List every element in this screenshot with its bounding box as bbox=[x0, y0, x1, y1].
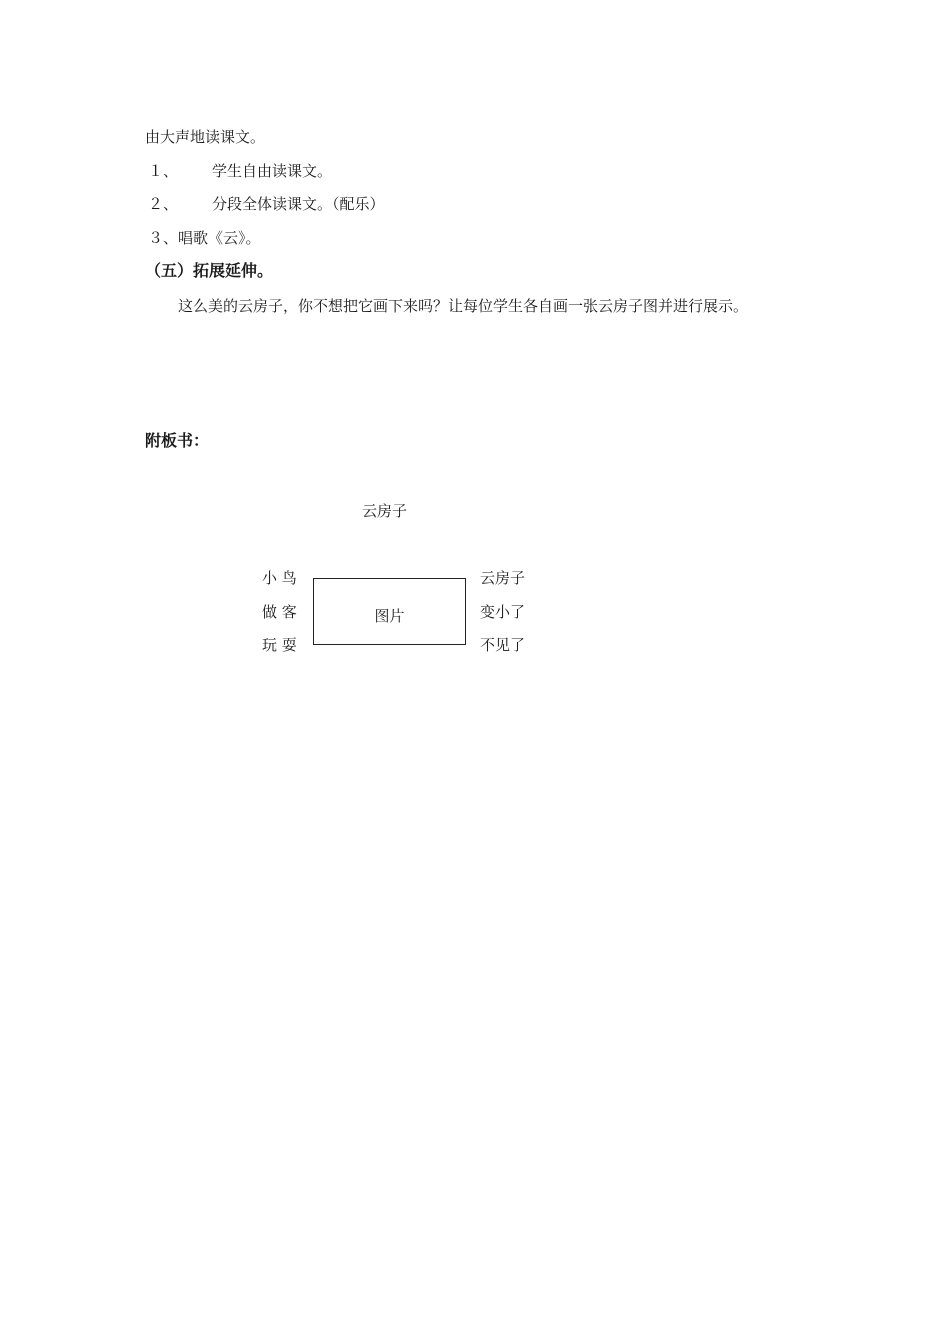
board-left-label-3: 玩 耍 bbox=[262, 636, 297, 654]
list-item-2-number: ２、 bbox=[148, 195, 179, 213]
picture-placeholder-box bbox=[313, 578, 466, 645]
board-title: 云房子 bbox=[362, 502, 408, 520]
section-heading: （五）拓展延伸。 bbox=[145, 261, 274, 280]
board-left-label-2: 做 客 bbox=[262, 603, 297, 621]
board-right-label-1: 云房子 bbox=[480, 569, 526, 587]
list-item-1-number: １、 bbox=[148, 162, 179, 180]
board-left-label-1: 小 鸟 bbox=[262, 569, 297, 587]
list-item-1-text: 学生自由读课文。 bbox=[212, 162, 333, 180]
list-item-2 bbox=[148, 194, 385, 214]
picture-label: 图片 bbox=[374, 607, 405, 625]
board-right-label-2: 变小了 bbox=[480, 603, 526, 621]
intro-text: 由大声地读课文。 bbox=[145, 128, 266, 146]
list-item-3-text: ３、唱歌《云》。 bbox=[148, 229, 261, 247]
list-item-1 bbox=[148, 161, 332, 181]
list-item-2-text: 分段全体读课文。（配乐） bbox=[212, 195, 385, 213]
intro-line bbox=[145, 127, 265, 147]
board-right-label-3: 不见了 bbox=[480, 636, 526, 654]
board-heading: 附板书： bbox=[145, 431, 210, 450]
section-body: 这么美的云房子，你不想把它画下来吗？让每位学生各自画一张云房子图并进行展示。 bbox=[178, 297, 749, 315]
list-item-3 bbox=[148, 228, 261, 248]
